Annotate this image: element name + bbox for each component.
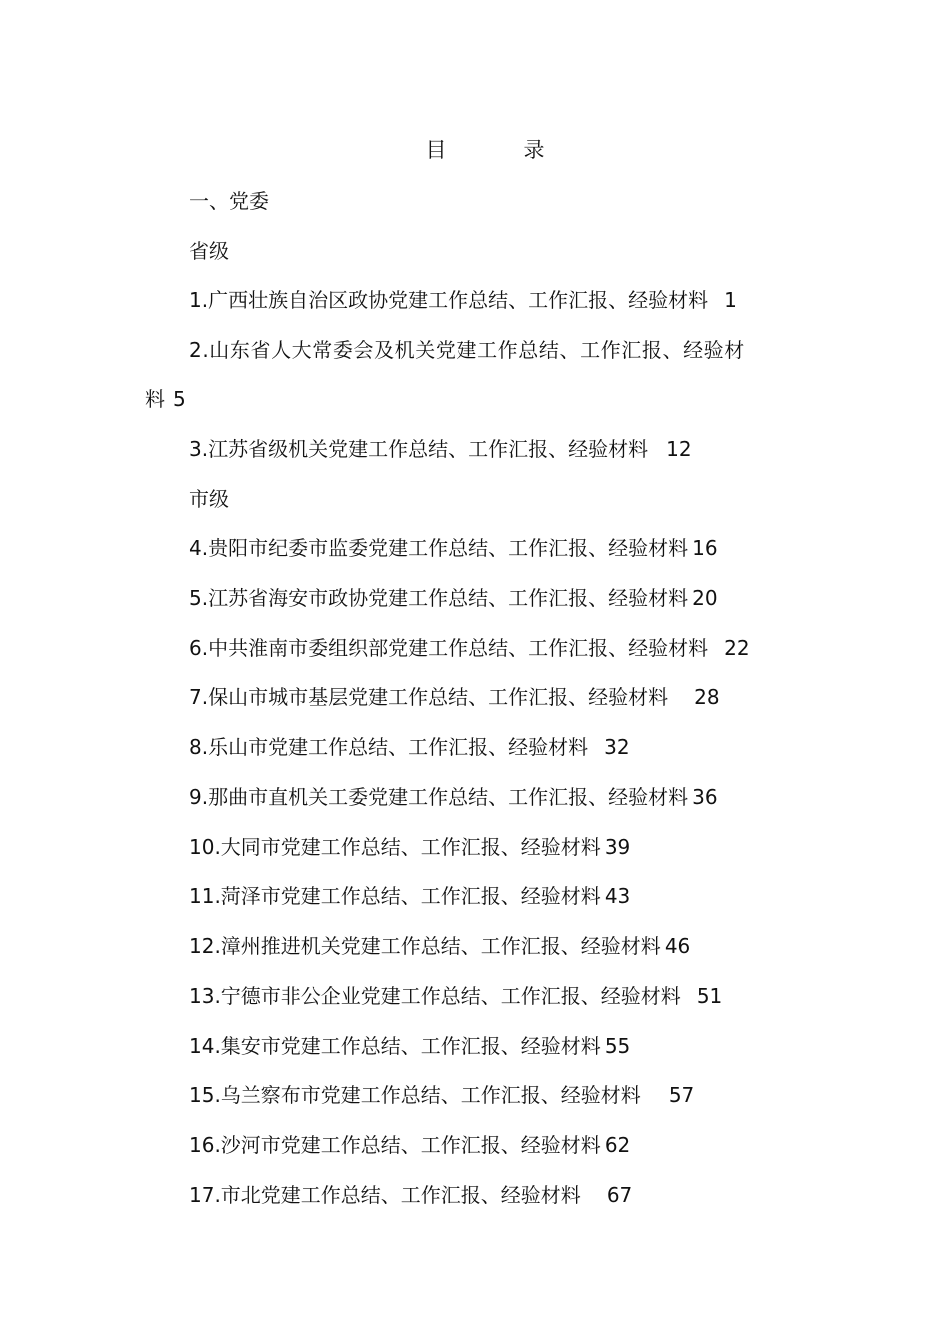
toc-entry[interactable]: [189, 583, 718, 613]
toc-entry-page: 20: [692, 586, 718, 610]
toc-entry[interactable]: [189, 533, 718, 563]
toc-entry[interactable]: [189, 881, 630, 911]
toc-entry-page: 22: [724, 636, 750, 660]
toc-entry-text: 4.贵阳市纪委市监委党建工作总结、工作汇报、经验材料: [189, 536, 689, 560]
toc-entry-page: 1: [724, 288, 737, 312]
toc-entry-continuation[interactable]: [145, 384, 186, 414]
toc-entry-page: 43: [604, 884, 631, 908]
toc-entry[interactable]: [189, 1031, 630, 1061]
group-label-city: 市级: [189, 487, 229, 511]
toc-entry-text: 5.江苏省海安市政协党建工作总结、工作汇报、经验材料: [189, 586, 689, 610]
toc-entry-text: 10.大同市党建工作总结、工作汇报、经验材料: [189, 835, 601, 859]
toc-entry-text: 8.乐山市党建工作总结、工作汇报、经验材料: [189, 735, 589, 759]
toc-entry[interactable]: [189, 1180, 632, 1210]
toc-entry[interactable]: [189, 285, 737, 315]
toc-entry[interactable]: [189, 782, 718, 812]
toc-entry[interactable]: [189, 981, 722, 1011]
toc-entry[interactable]: [189, 1130, 630, 1160]
toc-entry-page: 16: [692, 536, 718, 560]
toc-entry[interactable]: [189, 682, 720, 712]
group-label-provincial: 省级: [189, 239, 229, 263]
toc-entry-page: 55: [604, 1034, 631, 1058]
toc-entry-page: 36: [692, 785, 718, 809]
toc-entry-page: 57: [668, 1083, 695, 1107]
toc-entry-text: 16.沙河市党建工作总结、工作汇报、经验材料: [189, 1133, 601, 1157]
toc-entry-text: 料: [145, 387, 165, 411]
toc-entry-page: 62: [604, 1133, 631, 1157]
toc-entry[interactable]: [189, 633, 750, 663]
toc-entry-page: 51: [696, 984, 723, 1008]
toc-entry-text: 17.市北党建工作总结、工作汇报、经验材料: [189, 1183, 581, 1207]
toc-entry-text: 13.宁德市非公企业党建工作总结、工作汇报、经验材料: [189, 984, 681, 1008]
toc-entry-page: 5: [173, 387, 186, 411]
toc-entry-text: 2.山东省人大常委会及机关党建工作总结、工作汇报、经验材: [189, 338, 745, 362]
toc-entry-text: 7.保山市城市基层党建工作总结、工作汇报、经验材料: [189, 685, 669, 709]
toc-entry-page: 32: [604, 735, 630, 759]
toc-entry-page: 39: [604, 835, 631, 859]
toc-entry-text: 12.漳州推进机关党建工作总结、工作汇报、经验材料: [189, 934, 661, 958]
toc-entry-text: 15.乌兰察布市党建工作总结、工作汇报、经验材料: [189, 1083, 641, 1107]
toc-entry-text: 11.菏泽市党建工作总结、工作汇报、经验材料: [189, 884, 601, 908]
section-heading: 一、党委: [189, 189, 269, 213]
toc-entry-page: 28: [694, 685, 720, 709]
toc-entry[interactable]: [189, 1080, 694, 1110]
toc-entry[interactable]: [189, 335, 745, 365]
toc-entry-page: 12: [666, 437, 692, 461]
toc-entry-page: 46: [664, 934, 691, 958]
toc-entry[interactable]: [189, 832, 630, 862]
toc-entry-text: 9.那曲市直机关工委党建工作总结、工作汇报、经验材料: [189, 785, 689, 809]
toc-title: 目 录: [425, 138, 573, 162]
toc-entry[interactable]: [189, 732, 630, 762]
toc-entry-page: 67: [606, 1183, 633, 1207]
toc-entry[interactable]: [189, 434, 692, 464]
toc-entry[interactable]: [189, 931, 690, 961]
toc-entry-text: 6.中共淮南市委组织部党建工作总结、工作汇报、经验材料: [189, 636, 709, 660]
toc-entry-text: 3.江苏省级机关党建工作总结、工作汇报、经验材料: [189, 437, 649, 461]
toc-entry-text: 14.集安市党建工作总结、工作汇报、经验材料: [189, 1034, 601, 1058]
toc-entry-text: 1.广西壮族自治区政协党建工作总结、工作汇报、经验材料: [189, 288, 709, 312]
